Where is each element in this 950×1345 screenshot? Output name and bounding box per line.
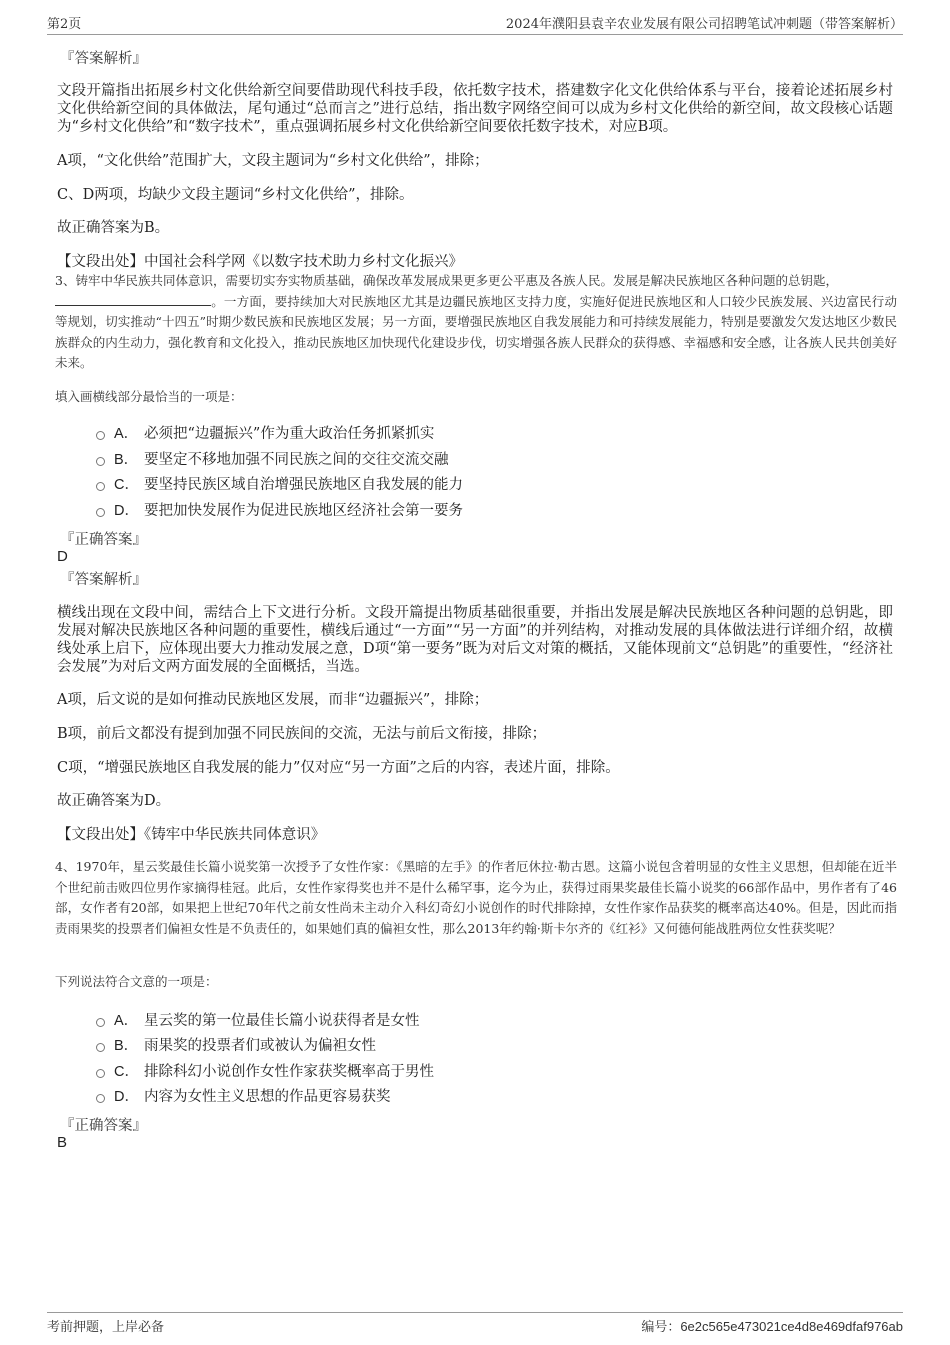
q3-option-c[interactable] xyxy=(96,472,463,494)
radio-icon[interactable] xyxy=(96,1043,105,1052)
q3-option-c-analysis: C项，“增强民族地区自我发展的能力”仅对应“另一方面”之后的内容，表述片面，排除。 xyxy=(57,760,620,776)
q2-conclusion: 故正确答案为B。 xyxy=(57,220,170,236)
document-code xyxy=(641,1316,903,1335)
q2-option-cd-analysis: C、D两项，均缺少文段主题词“乡村文化供给”，排除。 xyxy=(57,187,414,203)
q3-option-b-analysis: B项，前后文都没有提到加强不同民族间的交流，无法与前后文衔接，排除； xyxy=(57,726,547,742)
q3-stem xyxy=(55,271,897,374)
footer-slogan: 考前押题，上岸必备 xyxy=(47,1320,165,1335)
q2-option-a-analysis: A项，“文化供给”范围扩大，文段主题词为“乡村文化供给”，排除； xyxy=(57,153,489,169)
q4-stem: 4、1970年，星云奖最佳长篇小说奖第一次授予了女性作家：《黑暗的左手》的作者厄休拉·勒古恩。这篇小说包含着明显的女性主义思想，但却能在近半个世纪前击败四位男作家摘得桂冠。此后，女性作家得奖也并不是什么稀罕事，迄今为止，获得过雨果奖最佳长篇小说奖的66部作品中，男作者有了46部，女作者有20部，如果把上世纪70年代之前女性尚未主动介入科幻奇幻小说创作的时代排除掉，女性作家作品获奖的概率高达40%。但是，因此而指责雨果奖的投票者们偏袒女性是不负责任的，如果她们真的偏袒女性，那么2013年约翰·斯卡尔齐的《红衫》又何德何能战胜两位女性获奖呢？ xyxy=(55,859,897,936)
document-code-label: 编号： xyxy=(641,1320,681,1335)
option-text: 要把加快发展作为促进民族地区经济社会第一要务 xyxy=(144,502,463,519)
radio-icon[interactable] xyxy=(96,482,105,491)
option-text: 雨果奖的投票者们或被认为偏袒女性 xyxy=(144,1037,376,1054)
option-letter: D． xyxy=(114,502,139,519)
q3-option-b[interactable] xyxy=(96,447,449,469)
option-letter: C． xyxy=(114,476,139,493)
option-letter: B． xyxy=(114,1037,139,1054)
q3-option-a[interactable] xyxy=(96,421,434,443)
q4-option-a[interactable] xyxy=(96,1008,420,1030)
option-text: 星云奖的第一位最佳长篇小说获得者是女性 xyxy=(144,1012,420,1029)
q3-prompt: 填入画横线部分最恰当的一项是： xyxy=(55,389,243,404)
page-footer xyxy=(47,1312,903,1335)
q4-prompt: 下列说法符合文意的一项是： xyxy=(55,974,218,989)
radio-icon[interactable] xyxy=(96,1069,105,1078)
correct-answer-label: 『正确答案』 xyxy=(60,532,147,548)
option-letter: A． xyxy=(114,425,139,442)
document-title: 2024年濮阳县袁辛农业发展有限公司招聘笔试冲刺题（带答案解析） xyxy=(505,17,903,32)
analysis-label: 『答案解析』 xyxy=(60,51,147,67)
option-text: 要坚定不移地加强不同民族之间的交往交流交融 xyxy=(144,451,449,468)
option-letter: D． xyxy=(114,1088,139,1105)
q3-conclusion: 故正确答案为D。 xyxy=(57,793,171,809)
radio-icon[interactable] xyxy=(96,1018,105,1027)
fill-blank-line xyxy=(55,293,211,306)
option-text: 内容为女性主义思想的作品更容易获奖 xyxy=(144,1088,391,1105)
option-text: 要坚持民族区域自治增强民族地区自我发展的能力 xyxy=(144,476,463,493)
q3-analysis-text: 横线出现在文段中间，需结合上下文进行分析。文段开篇提出物质基础很重要，并指出发展是解决民族地区各种问题的总钥匙，即发展对解决民族地区各种问题的重要性，横线后通过“一方面”“另一方面”的并列结构，对推动发展的具体做法进行详细介绍，故横线处承上启下，应体现出要大力推动发展之意，D项“第一要务”既为对后文对策的概括，又能体现前文“总钥匙”的重要性，“经济社会发展”为对后文两方面发展的全面概括，当选。 xyxy=(57,605,893,675)
option-text: 排除科幻小说创作女性作家获奖概率高于男性 xyxy=(144,1063,434,1080)
q4-option-b[interactable] xyxy=(96,1033,376,1055)
q3-stem-before: 3、铸牢中华民族共同体意识，需要切实夯实物质基础，确保改革发展成果更多更公平惠及各族人民。发展是解决民族地区各种问题的总钥匙， xyxy=(55,273,838,288)
radio-icon[interactable] xyxy=(96,508,105,517)
analysis-label: 『答案解析』 xyxy=(60,572,147,588)
q3-option-d[interactable] xyxy=(96,498,463,520)
option-text: 必须把“边疆振兴”作为重大政治任务抓紧抓实 xyxy=(144,425,435,442)
q3-stem-after: 。一方面，要持续加大对民族地区尤其是边疆民族地区支持力度，实施好促进民族地区和人口较少民族发展、兴边富民行动等规划，切实推动“十四五”时期少数民族和民族地区发展；另一方面，要增强民族地区自我发展能力和可持续发展能力，特别是要激发欠发达地区少数民族群众的内生动力，强化教育和文化投入，推动民族地区加快现代化建设步伐，切实增强各族人民群众的获得感、幸福感和安全感，让各族人民共创美好未来。 xyxy=(55,293,897,370)
option-letter: A． xyxy=(114,1012,139,1029)
document-code-value: 6e2c565e473021ce4d8e469dfaf976ab xyxy=(680,1319,903,1334)
option-letter: B． xyxy=(114,451,139,468)
option-letter: C． xyxy=(114,1063,139,1080)
page-header xyxy=(47,12,903,35)
q2-source: 【文段出处】中国社会科学网《以数字技术助力乡村文化振兴》 xyxy=(57,254,463,270)
q3-option-a-analysis: A项，后文说的是如何推动民族地区发展，而非“边疆振兴”，排除； xyxy=(57,692,489,708)
radio-icon[interactable] xyxy=(96,457,105,466)
radio-icon[interactable] xyxy=(96,431,105,440)
radio-icon[interactable] xyxy=(96,1094,105,1103)
q3-source: 【文段出处】《铸牢中华民族共同体意识》 xyxy=(57,827,326,843)
page-number: 第2页 xyxy=(47,17,82,32)
q4-correct-answer: B xyxy=(57,1134,68,1151)
q4-option-c[interactable] xyxy=(96,1059,434,1081)
q4-option-d[interactable] xyxy=(96,1084,391,1106)
q2-analysis-text: 文段开篇指出拓展乡村文化供给新空间要借助现代科技手段，依托数字技术，搭建数字化文化供给体系与平台，接着论述拓展乡村文化供给新空间的具体做法，尾句通过“总而言之”进行总结，指出数字网络空间可以成为乡村文化供给的新空间，故文段核心话题为“乡村文化供给”和“数字技术”，重点强调拓展乡村文化供给新空间要依托数字技术，对应B项。 xyxy=(57,83,893,135)
q3-correct-answer: D xyxy=(57,548,68,565)
correct-answer-label: 『正确答案』 xyxy=(60,1118,147,1134)
